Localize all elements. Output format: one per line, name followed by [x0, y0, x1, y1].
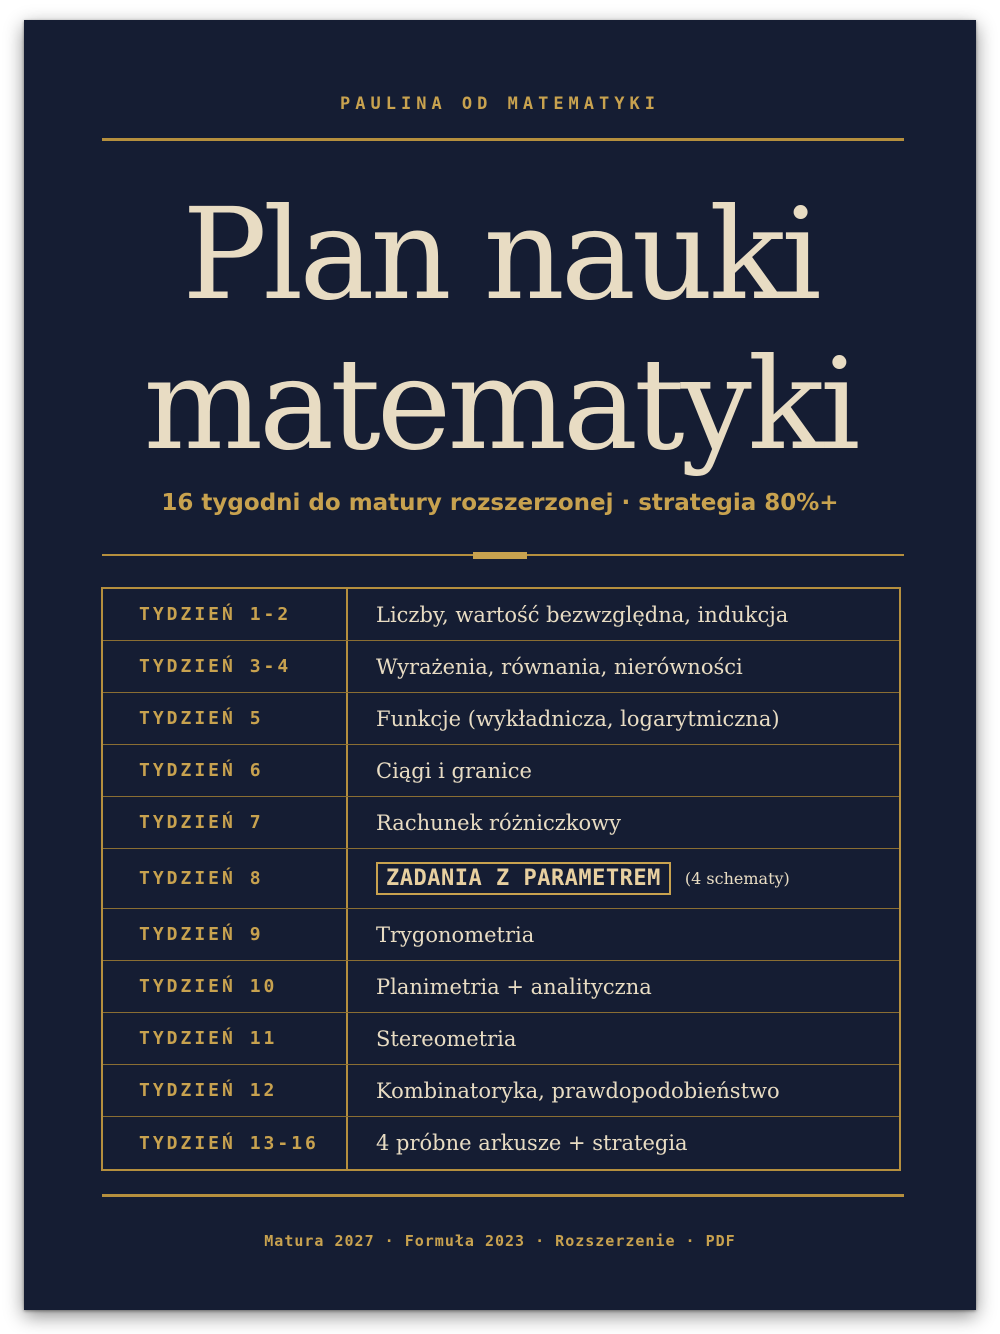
topic-label — [348, 849, 899, 908]
subtitle: 16 tygodni do matury rozszerzonej · strategia 80%+ — [161, 490, 839, 516]
schedule-row — [103, 1013, 899, 1065]
schedule-row — [103, 1065, 899, 1117]
week-label: TYDZIEŃ 6 — [103, 745, 348, 796]
title-line-2: matematyki — [143, 331, 857, 478]
topic-note: (4 schematy) — [684, 869, 790, 888]
week-label: TYDZIEŃ 9 — [103, 909, 348, 960]
week-label: TYDZIEŃ 7 — [103, 797, 348, 848]
topic-label: 4 próbne arkusze + strategia — [376, 1131, 688, 1155]
bottom-divider — [102, 1194, 904, 1197]
topic-label: Trygonometria — [376, 922, 535, 947]
schedule-row-highlighted — [103, 849, 899, 909]
footer-info: Matura 2027 · Formuła 2023 · Rozszerzenie · PDF — [264, 1232, 736, 1250]
schedule-row — [103, 909, 899, 961]
topic-label: Liczby, wartość bezwzględna, indukcja — [376, 602, 789, 627]
study-schedule-table — [101, 587, 901, 1171]
topic-label: Wyrażenia, równania, nierówności — [376, 654, 743, 679]
week-label: TYDZIEŃ 12 — [103, 1065, 348, 1116]
week-label: TYDZIEŃ 1-2 — [103, 589, 348, 640]
schedule-row — [103, 961, 899, 1013]
title-line-1: Plan nauki — [182, 181, 818, 328]
author-name: PAULINA OD MATEMATYKI — [340, 94, 660, 114]
topic-label: Stereometria — [376, 1026, 517, 1051]
book-cover — [24, 20, 976, 1310]
week-label: TYDZIEŃ 5 — [103, 693, 348, 744]
schedule-row — [103, 797, 899, 849]
schedule-row — [103, 641, 899, 693]
week-label: TYDZIEŃ 8 — [103, 849, 348, 908]
week-label: TYDZIEŃ 11 — [103, 1013, 348, 1064]
topic-label: Funkcje (wykładnicza, logarytmiczna) — [376, 706, 780, 731]
divider-ornament — [473, 552, 527, 559]
schedule-row — [103, 1117, 899, 1169]
week-label: TYDZIEŃ 3-4 — [103, 641, 348, 692]
top-divider — [102, 138, 904, 141]
topic-label: Planimetria + analityczna — [376, 974, 652, 999]
highlighted-topic: ZADANIA Z PARAMETREM — [376, 862, 671, 895]
schedule-row — [103, 745, 899, 797]
topic-label: Rachunek różniczkowy — [376, 810, 621, 835]
week-label: TYDZIEŃ 13-16 — [103, 1117, 348, 1169]
topic-label: Ciągi i granice — [376, 758, 532, 783]
schedule-row — [103, 589, 899, 641]
schedule-row — [103, 693, 899, 745]
week-label: TYDZIEŃ 10 — [103, 961, 348, 1012]
topic-label: Kombinatoryka, prawdopodobieństwo — [376, 1078, 780, 1103]
